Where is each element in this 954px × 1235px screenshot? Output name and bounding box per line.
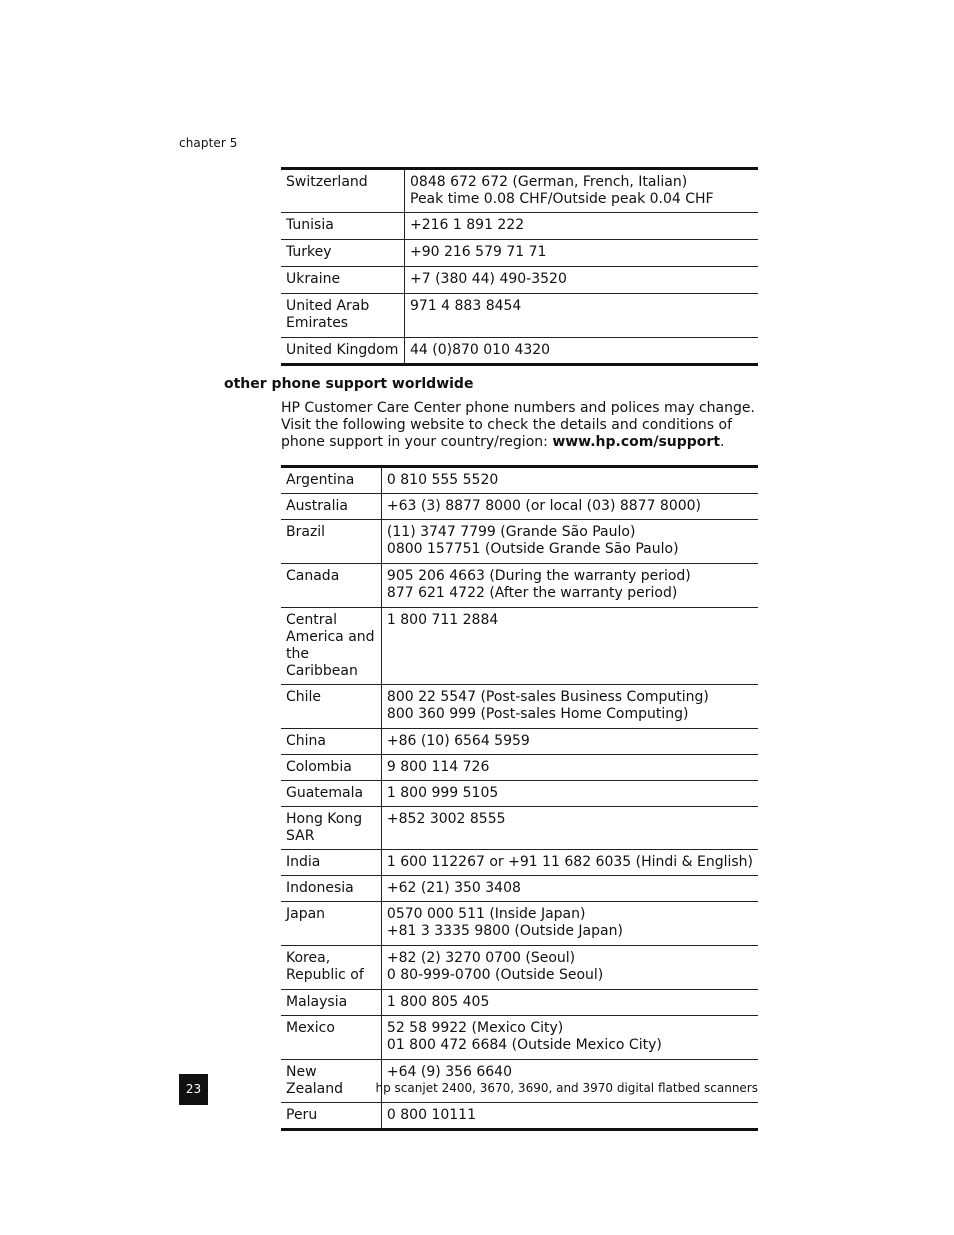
country-cell: Tunisia [281,213,405,240]
country-cell: Korea, Republic of [281,946,381,990]
phone-cell [405,338,759,365]
phone-cell [405,169,759,213]
phone-number: +7 (380 44) 490-3520 [410,271,567,287]
table-row [281,169,758,213]
table-row [281,213,758,240]
country-cell: India [281,850,381,876]
phone-cell [381,946,758,990]
phone-cell [381,902,758,946]
phone-cell [381,755,758,781]
phone-cell [381,494,758,520]
phone-cell [381,876,758,902]
table-row [281,902,758,946]
country-cell: Malaysia [281,990,381,1016]
table-row [281,781,758,807]
phone-number: 0848 672 672 (German, French, Italian) [410,174,688,190]
phone-number: +64 (9) 356 6640 [386,1064,512,1080]
table-row [281,807,758,850]
phone-cell [405,267,759,294]
table-row [281,755,758,781]
table-row [281,1103,758,1130]
phone-cell [381,990,758,1016]
country-cell: Peru [281,1103,381,1130]
phone-number: 1 800 805 405 [386,994,490,1010]
phone-cell [381,1103,758,1130]
phone-cell [381,564,758,608]
phone-number: 9 800 114 726 [386,759,490,775]
country-cell: Canada [281,564,381,608]
country-cell: United Kingdom [281,338,405,365]
country-cell: Turkey [281,240,405,267]
table-row [281,685,758,729]
phone-number: 01 800 472 6684 (Outside Mexico City) [386,1037,662,1053]
phone-number: +216 1 891 222 [410,217,525,233]
country-cell: Chile [281,685,381,729]
phone-number: +63 (3) 8877 8000 (or local (03) 8877 8000) [386,498,702,514]
country-cell: Indonesia [281,876,381,902]
country-cell: New Zealand [281,1060,381,1103]
phone-number: 44 (0)870 010 4320 [410,342,551,358]
phone-number: +82 (2) 3270 0700 (Seoul) [386,950,576,966]
country-cell: United Arab Emirates [281,294,405,338]
table-row [281,608,758,685]
phone-number: 0 800 10111 [386,1107,476,1123]
phone-number: 0570 000 511 (Inside Japan) [386,906,586,922]
phone-number: 971 4 883 8454 [410,298,522,314]
phone-cell [381,608,758,685]
table-row [281,1016,758,1060]
phone-cell [381,685,758,729]
phone-cell [405,213,759,240]
phone-number: +86 (10) 6564 5959 [386,733,530,749]
table-row [281,467,758,494]
intro-end: . [720,434,725,450]
phone-number: (11) 3747 7799 (Grande São Paulo) [386,524,636,540]
phone-cell [381,467,758,494]
country-cell: Mexico [281,1016,381,1060]
table-row [281,294,758,338]
phone-number: 52 58 9922 (Mexico City) [386,1020,564,1036]
phone-cell [381,520,758,564]
table-row [281,876,758,902]
table-row [281,494,758,520]
country-cell: Hong Kong SAR [281,807,381,850]
phone-number: 800 22 5547 (Post-sales Business Computing) [386,689,709,705]
phone-cell [405,240,759,267]
phone-cell [405,294,759,338]
country-cell: China [281,729,381,755]
phone-number: 0 80-999-0700 (Outside Seoul) [386,967,604,983]
country-cell: Colombia [281,755,381,781]
section-heading: other phone support worldwide [224,376,474,392]
table-row [281,850,758,876]
intro-paragraph [281,400,759,451]
phone-number: 877 621 4722 (After the warranty period) [386,585,678,601]
phone-number: 1 600 112267 or +91 11 682 6035 (Hindi & English) [386,854,753,870]
table-row [281,946,758,990]
intro-text: HP Customer Care Center phone numbers and polices may change. Visit the following website to check the details and conditions of phone support in your country/region: [281,400,755,450]
phone-number: +852 3002 8555 [386,811,506,827]
country-phone-table-b [281,465,758,1131]
phone-number: +81 3 3335 9800 (Outside Japan) [386,923,623,939]
phone-number: 905 206 4663 (During the warranty period) [386,568,691,584]
phone-number: Peak time 0.08 CHF/Outside peak 0.04 CHF [410,191,714,207]
footer-title: hp scanjet 2400, 3670, 3690, and 3970 digital flatbed scanners [375,1081,758,1095]
table-row [281,990,758,1016]
phone-cell [381,850,758,876]
table-row [281,520,758,564]
country-cell: Australia [281,494,381,520]
country-cell: Guatemala [281,781,381,807]
phone-cell [381,1016,758,1060]
phone-number: 1 800 999 5105 [386,785,499,801]
table-row [281,240,758,267]
country-cell: Switzerland [281,169,405,213]
phone-number: 1 800 711 2884 [386,612,499,628]
phone-cell [381,781,758,807]
country-cell: Brazil [281,520,381,564]
phone-cell [381,807,758,850]
phone-number: 800 360 999 (Post-sales Home Computing) [386,706,689,722]
phone-number: +62 (21) 350 3408 [386,880,521,896]
country-phone-table-a [281,167,758,366]
phone-number: 0 810 555 5520 [386,472,499,488]
table-row [281,564,758,608]
country-cell: Japan [281,902,381,946]
table-row [281,729,758,755]
phone-number: 0800 157751 (Outside Grande São Paulo) [386,541,679,557]
phone-number: +90 216 579 71 71 [410,244,547,260]
chapter-label: chapter 5 [179,136,238,150]
support-url: www.hp.com/support [552,434,721,450]
country-cell: Central America and the Caribbean [281,608,381,685]
country-cell: Ukraine [281,267,405,294]
country-cell: Argentina [281,467,381,494]
table-row [281,338,758,365]
table-row [281,267,758,294]
phone-cell [381,729,758,755]
page-number: 23 [179,1074,208,1105]
